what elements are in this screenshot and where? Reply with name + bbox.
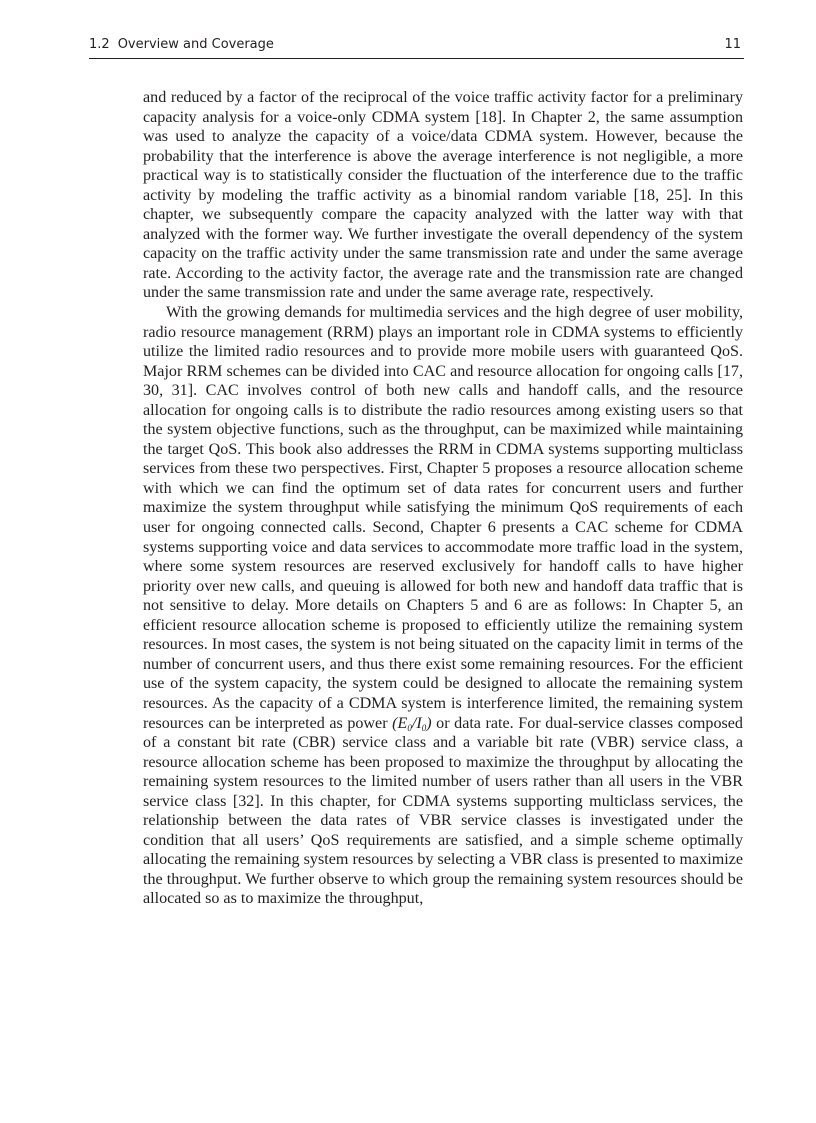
- symbol-close-paren: ): [426, 714, 432, 732]
- paragraph-2: [143, 303, 743, 909]
- section-number: 1.2: [89, 37, 110, 52]
- symbol-slash: /: [411, 714, 417, 732]
- paragraph-2-after-symbol: or data rate. For dual-service classes composed of a constant bit rate (CBR) service class and a variable bit rate (VBR) service class, a resource allocation scheme has been proposed to maximize the throughput by allocating the remaining system resources to the limited number of users rather than all users in the VBR service class [32]. In this chapter, for CDMA systems supporting multiclass services, the relationship between the data rates of VBR service classes is investigated under the condition that all users’ QoS requirements are satisfied, and a simple scheme optimally allocating the remaining system resources by selecting a VBR class is presented to maximize the throughput. We further observe to which group the remaining system resources should be allocated so as to maximize the throughput,: [143, 714, 743, 908]
- energy-ratio-symbol: [392, 715, 431, 732]
- paragraph-2-before-symbol: With the growing demands for multimedia services and the high degree of user mobility, radio resource management (RRM) plays an important role in CDMA systems to efficiently utilize the limited radio resources and to provide more mobile users with guaranteed QoS. Major RRM schemes can be divided into CAC and resource allocation for ongoing calls [17, 30, 31]. CAC involves control of both new calls and handoff calls, and the resource allocation for ongoing calls is to distribute the radio resources among existing users so that the system objective functions, such as the throughput, can be maximized while maintaining the target QoS. This book also addresses the RRM in CDMA systems supporting multiclass services from these two perspectives. First, Chapter 5 proposes a resource allocation scheme with which we can find the optimum set of data rates for concurrent users and further maximize the system throughput while satisfying the minimum QoS requirements of each user for ongoing connected calls. Second, Chapter 6 presents a CAC scheme for CDMA systems supporting voice and data services to accommodate more traffic load in the system, where some system resources are reserved exclusively for handoff calls to have higher priority over new calls, and queuing is allowed for both new and handoff data traffic that is not sensitive to delay. More details on Chapters 5 and 6 are as follows: In Chapter 5, an efficient resource allocation scheme is proposed to efficiently utilize the remaining system resources. In most cases, the system is not being situated on the capacity limit in terms of the number of concurrent users, and thus there exist some remaining resources. For the efficient use of the system capacity, the system could be designed to allocate the remaining system resources. As the capacity of a CDMA system is interference limited, the remaining system resources can be interpreted as power: [143, 304, 743, 732]
- section-heading: [89, 37, 274, 52]
- symbol-e: E: [397, 714, 408, 732]
- paragraph-1: and reduced by a factor of the reciprocal of the voice traffic activity factor for a preliminary capacity analysis for a voice-only CDMA system [18]. In Chapter 2, the same assumption was used to analyze the capacity of a voice/data CDMA system. However, because the probability that the interference is above the average interference is not negligible, a more practical way is to statistically consider the fluctuation of the interference due to the traffic activity by modeling the traffic activity as a binomial random variable [18, 25]. In this chapter, we subsequently compare the capacity analyzed with the latter way with that analyzed with the former way. We further investigate the overall dependency of the system capacity on the traffic activity under the same transmission rate and under the same average rate. According to the activity factor, the average rate and the transmission rate are changed under the same transmission rate and under the same average rate, respectively.: [143, 89, 743, 302]
- header-rule: [89, 58, 744, 59]
- page-number: 11: [724, 37, 741, 52]
- running-head: [89, 37, 744, 59]
- symbol-i-subscript: 0: [421, 722, 427, 733]
- section-title: Overview and Coverage: [117, 37, 274, 52]
- symbol-e-subscript: 0: [407, 722, 412, 733]
- body-text: [143, 88, 743, 909]
- symbol-open-paren: (: [392, 714, 398, 732]
- symbol-i: I: [416, 714, 422, 732]
